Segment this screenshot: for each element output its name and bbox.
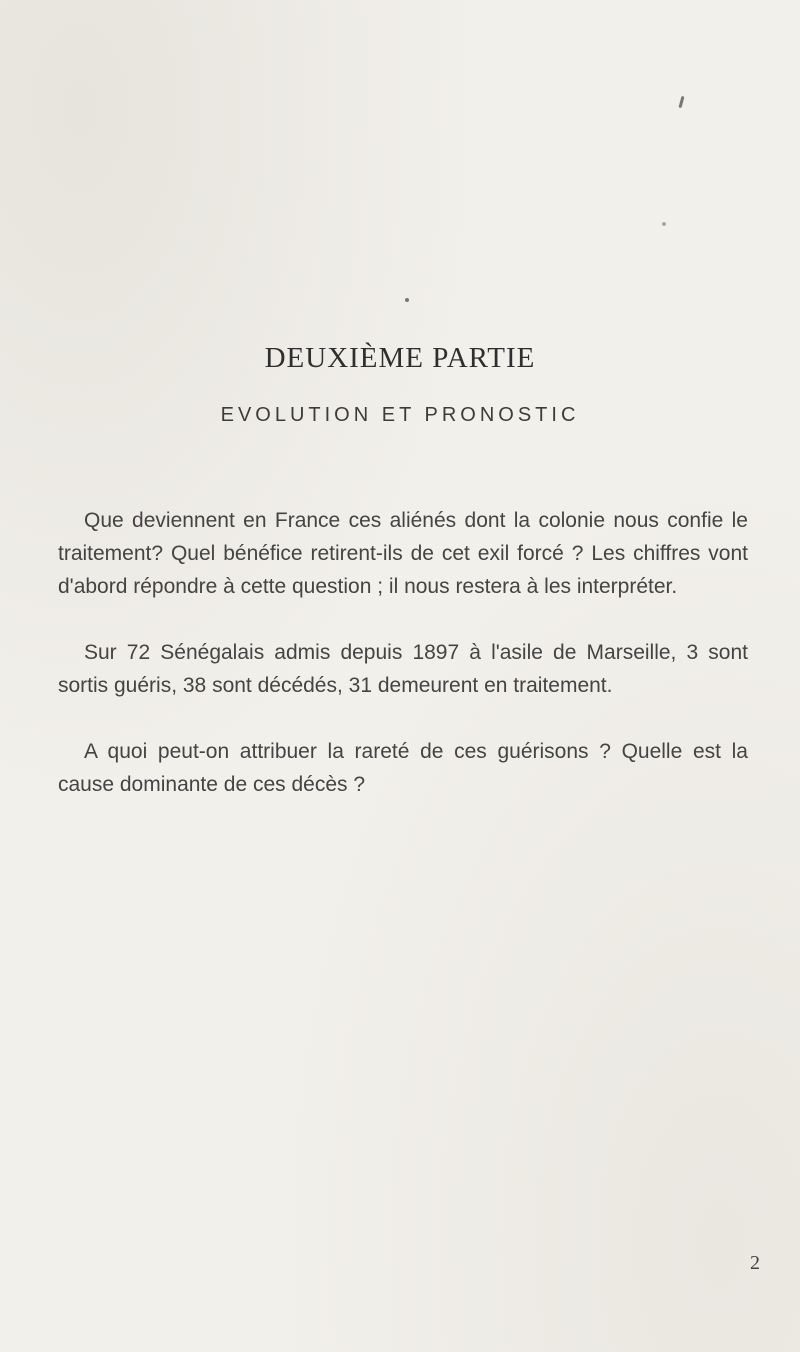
section-title: EVOLUTION ET PRONOSTIC xyxy=(220,404,580,426)
paragraph-intro: Que deviennent en France ces aliénés dont la colonie nous confie le traitement? Quel bénéfice retirent-ils de cet exil forcé ? Les chiffres vont d'abord répondre à cette question ; il nous restera à les interpréter. xyxy=(58,509,748,598)
page-number: 2 xyxy=(750,1252,760,1274)
paper-speck xyxy=(405,298,409,302)
paper-speck xyxy=(678,96,684,108)
paragraph-questions: A quoi peut-on attribuer la rareté de ces guérisons ? Quelle est la cause dominante de ces décès ? xyxy=(58,740,748,796)
paper-speck xyxy=(662,222,666,226)
paragraph-statistics: Sur 72 Sénégalais admis depuis 1897 à l'asile de Marseille, 3 sont sortis guéris, 38 sont décédés, 31 demeurent en traitement. xyxy=(58,641,748,697)
part-title: DEUXIÈME PARTIE xyxy=(264,342,536,374)
